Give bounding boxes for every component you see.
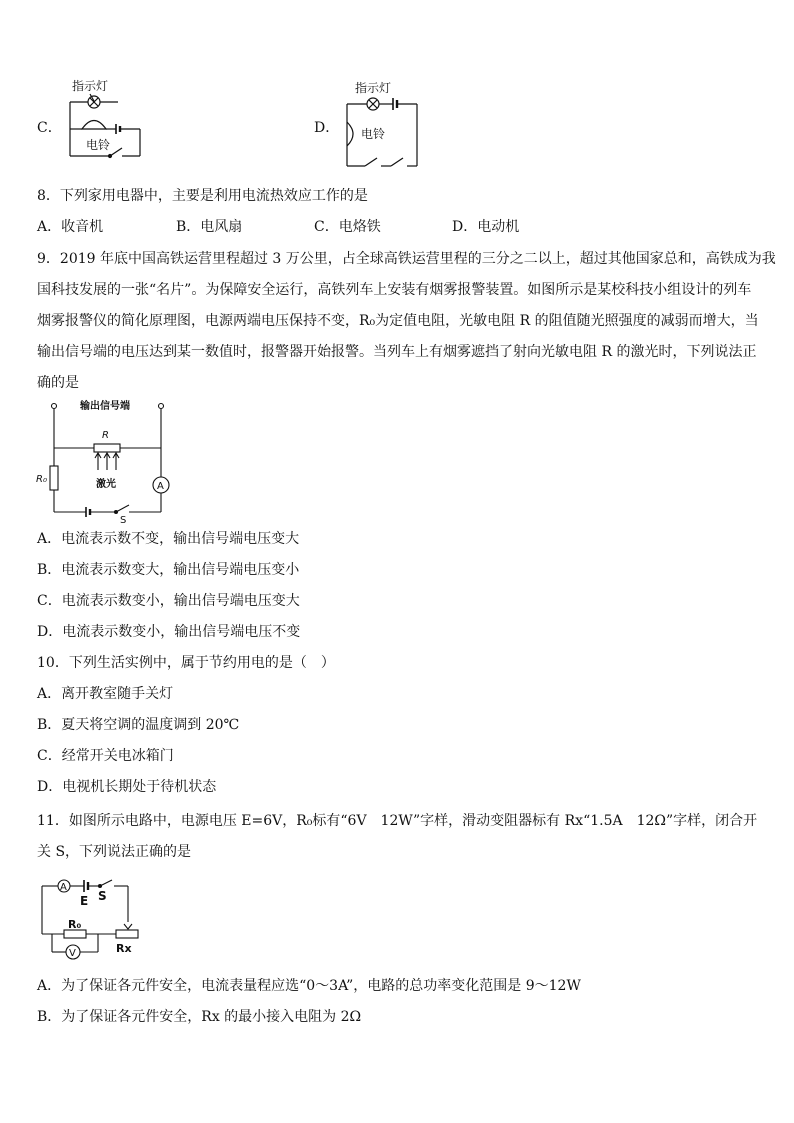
- ammeter-label: A: [157, 481, 164, 492]
- q8-stem: 8．下列家用电器中，主要是利用电流热效应工作的是: [37, 188, 368, 204]
- r-label: R: [102, 430, 109, 441]
- q8-option-d[interactable]: D．电动机: [452, 219, 520, 235]
- q7-option-c-label[interactable]: C．: [37, 120, 62, 136]
- q9-option-d[interactable]: D．电流表示数变小，输出信号端电压不变: [37, 624, 301, 640]
- q10-option-c[interactable]: C．经常开关电冰箱门: [37, 748, 174, 764]
- bell-label: 电铃: [361, 127, 386, 141]
- q9-option-a[interactable]: A．电流表示数不变，输出信号端电压变大: [37, 531, 300, 547]
- q11-circuit: [38, 872, 144, 964]
- q7-option-d-label[interactable]: D．: [314, 120, 340, 136]
- q7-option-c-circuit: [60, 74, 150, 162]
- q8-option-a[interactable]: A．收音机: [37, 219, 104, 235]
- q11-option-a[interactable]: A．为了保证各元件安全，电流表量程应选“0～3A”，电路的总功率变化范围是 9～12W: [37, 978, 581, 994]
- q9-stem-line-5: 确的是: [37, 375, 79, 391]
- output-label: 输出信号端: [80, 401, 130, 412]
- r0-label: R₀: [36, 474, 47, 485]
- switch-icon: [110, 148, 122, 156]
- output-terminal-right: [159, 404, 164, 409]
- source-label: E: [80, 894, 89, 908]
- q10-option-d[interactable]: D．电视机长期处于待机状态: [37, 779, 217, 795]
- q9-option-c[interactable]: C．电流表示数变小，输出信号端电压变大: [37, 593, 300, 609]
- q10-option-a[interactable]: A．离开教室随手关灯: [37, 686, 174, 702]
- q7-option-d-circuit: [335, 78, 425, 170]
- bell-label: 电铃: [86, 138, 111, 152]
- q10-option-b[interactable]: B．夏天将空调的温度调到 20℃: [37, 717, 240, 733]
- rx-label: Rx: [116, 942, 132, 955]
- bell-icon: [347, 122, 353, 146]
- switch-icon: [365, 158, 377, 166]
- photoresistor-r: [94, 444, 120, 452]
- q9-stem-line-1: 9．2019 年底中国高铁运营里程超过 3 万公里，占全球高铁运营里程的三分之二以上，超过其他国家总和，高铁成为我: [37, 251, 776, 267]
- output-terminal-left: [52, 404, 57, 409]
- laser-label: 激光: [96, 479, 116, 490]
- r0-label: R₀: [68, 918, 82, 931]
- bell-icon: [82, 121, 106, 130]
- q9-stem-line-2: 国科技发展的一张“名片”。为保障安全运行，高铁列车上安装有烟雾报警装置。如图所示是某校科技小组设计的列车: [37, 282, 752, 298]
- q8-option-b[interactable]: B．电风扇: [176, 219, 243, 235]
- resistor-r0: [50, 466, 58, 490]
- rheostat-rx: [116, 930, 138, 938]
- q9-option-b[interactable]: B．电流表示数变大，输出信号端电压变小: [37, 562, 300, 578]
- q9-stem-line-4: 输出信号端的电压达到某一数值时，报警器开始报警。当列车上有烟雾遮挡了射向光敏电阻 R 的激光时，下列说法正: [37, 344, 757, 360]
- switch-label: S: [98, 889, 107, 903]
- q11-stem-line-2: 关 S，下列说法正确的是: [37, 844, 192, 860]
- switch-label: S: [120, 515, 127, 524]
- q8-option-c[interactable]: C．电烙铁: [314, 219, 381, 235]
- switch-icon: [100, 880, 112, 886]
- lamp-label: 指示灯: [72, 79, 109, 93]
- switch-icon: [391, 158, 403, 166]
- q9-alarm-circuit: [34, 396, 184, 524]
- resistor-r0: [64, 930, 86, 938]
- q9-stem-line-3: 烟雾报警仪的简化原理图，电源两端电压保持不变，R₀为定值电阻，光敏电阻 R 的阻值随光照强度的减弱而增大，当: [37, 313, 759, 329]
- q10-stem: 10．下列生活实例中，属于节约用电的是（ ）: [37, 655, 335, 671]
- q11-option-b[interactable]: B．为了保证各元件安全，Rx 的最小接入电阻为 2Ω: [37, 1009, 362, 1025]
- switch-icon: [116, 505, 129, 512]
- voltmeter-label: V: [69, 948, 76, 959]
- lamp-label: 指示灯: [355, 81, 392, 95]
- ammeter-label: A: [60, 882, 67, 893]
- q11-stem-line-1: 11．如图所示电路中，电源电压 E=6V，R₀标有“6V 12W”字样，滑动变阻器标有 Rx“1.5A 12Ω”字样，闭合开: [37, 813, 758, 829]
